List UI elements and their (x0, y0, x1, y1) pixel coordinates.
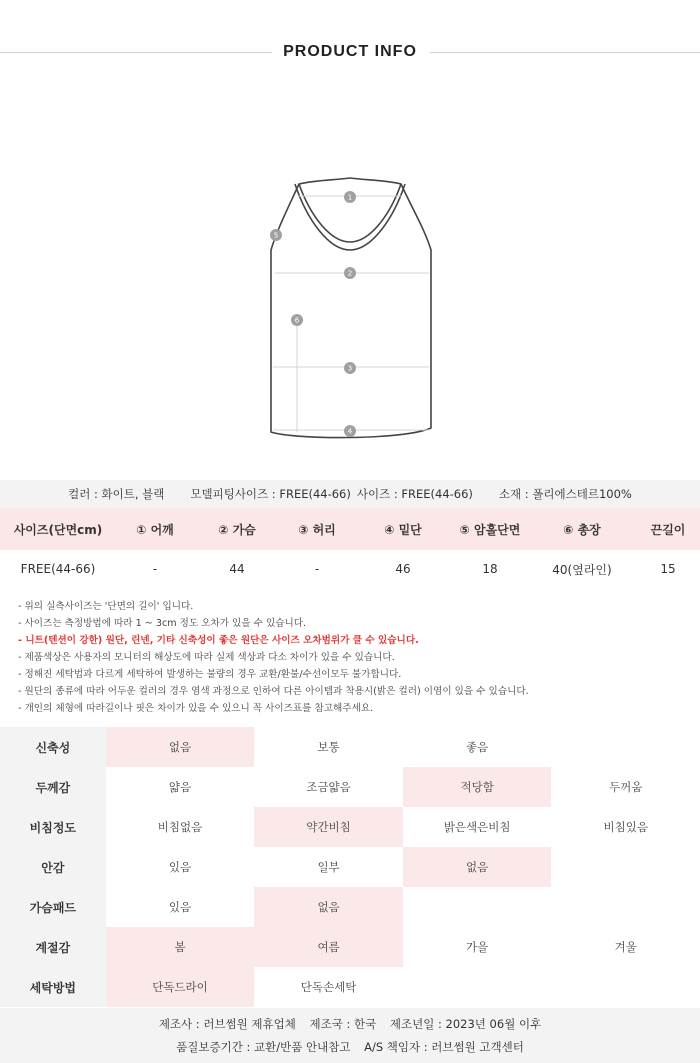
marker-4 (344, 425, 356, 437)
marker-5 (270, 229, 282, 241)
attr-option: 가을 (466, 940, 489, 954)
attr-row-chest-pad (0, 887, 700, 927)
garment-measurement-diagram (255, 170, 445, 450)
section-title: PRODUCT INFO (283, 43, 417, 60)
footer-as: A/S 책임자 : 러브썸원 고객센터 (364, 1040, 524, 1054)
footer-date: 제조년일 : 2023년 06월 이후 (389, 1017, 542, 1031)
size-cell: 40(옆라인) (552, 562, 612, 577)
attr-row-washing (0, 967, 700, 1007)
footer-country: 제조국 : 한국 (309, 1017, 377, 1031)
attr-option (551, 967, 700, 1007)
spec-summary-bar (0, 480, 700, 508)
size-table (0, 508, 700, 588)
note-line: - 개인의 체형에 따라길이나 핏은 차이가 있을 수 있으니 꼭 사이즈표를 참고해주세요. (18, 703, 374, 714)
size-cell: FREE(44-66) (20, 562, 96, 576)
attr-option (551, 887, 700, 927)
attr-option: 약간비침 (254, 807, 403, 847)
attr-option: 없음 (254, 887, 403, 927)
footer-line-1 (0, 1016, 700, 1032)
note-line: - 정해진 세탁법과 다르게 세탁하여 발생하는 불량의 경우 교환/환불/수선이모두 불가합니다. (18, 669, 402, 680)
attr-option: 없음 (106, 727, 255, 767)
attr-label: 신축성 (0, 727, 106, 767)
note-line-warning: - 니트(텐션이 강한) 원단, 린넨, 기타 신축성이 좋은 원단은 사이즈 오차범위가 클 수 있습니다. (18, 635, 419, 646)
attr-option: 일부 (317, 860, 340, 874)
product-info-header (0, 0, 700, 100)
attr-option: 겨울 (614, 940, 637, 954)
size-cell: - (152, 562, 158, 576)
svg-text:2: 2 (347, 269, 353, 278)
size-table-header (0, 508, 700, 550)
spec-size: 사이즈 : FREE(44-66) (356, 487, 473, 501)
fabric-attributes-table (0, 727, 700, 1007)
spec-color: 컬러 : 화이트, 블랙 (68, 487, 165, 501)
size-cell: 44 (229, 562, 245, 576)
attr-option: 봄 (106, 927, 255, 967)
attr-label: 비침정도 (0, 807, 106, 847)
size-header-cell: 사이즈(단면cm) (13, 522, 103, 537)
attr-option: 조금얇음 (306, 780, 351, 794)
attr-label: 두께감 (0, 767, 106, 807)
attr-option: 적당함 (403, 767, 552, 807)
marker-2 (344, 267, 356, 279)
attr-option: 두꺼움 (609, 780, 643, 794)
size-header-cell: ⑥ 총장 (563, 522, 601, 537)
spec-material: 소재 : 폴리에스테르100% (498, 487, 632, 501)
attr-label: 계절감 (0, 927, 106, 967)
attr-label: 세탁방법 (0, 967, 106, 1007)
attr-option (403, 887, 552, 927)
size-header-cell: 끈길이 (650, 522, 686, 537)
svg-text:1: 1 (347, 193, 353, 202)
svg-text:5: 5 (273, 231, 279, 240)
attr-option: 보통 (317, 740, 340, 754)
attr-option: 밝은색은비침 (443, 820, 511, 834)
marker-1 (344, 191, 356, 203)
size-cell: - (314, 562, 320, 576)
attr-option: 비침있음 (603, 820, 648, 834)
attr-option: 얇음 (168, 780, 192, 794)
footer-maker: 제조사 : 러브썸원 제휴업체 (158, 1017, 296, 1031)
size-cell: 18 (482, 562, 498, 576)
footer-line-2 (0, 1039, 700, 1055)
attr-label: 안감 (0, 847, 106, 887)
size-header-cell: ③ 허리 (298, 522, 336, 537)
sleeveless-top-illustration (255, 170, 445, 450)
svg-text:4: 4 (347, 427, 353, 436)
attr-option: 비침없음 (157, 820, 203, 834)
attr-row-sheerness (0, 807, 700, 847)
svg-text:6: 6 (294, 316, 300, 325)
svg-text:3: 3 (347, 364, 353, 373)
note-line: - 제품색상은 사용자의 모니터의 해상도에 따라 실제 색상과 다소 차이가 있을 수 있습니다. (18, 652, 395, 663)
attr-row-lining (0, 847, 700, 887)
attr-row-stretch (0, 727, 700, 767)
note-line: - 사이즈는 측정방법에 따라 1 ~ 3cm 정도 오차가 있을 수 있습니다. (18, 618, 307, 629)
size-notes (18, 598, 688, 717)
footer-warranty: 품질보증기간 : 교환/반품 안내참고 (176, 1040, 351, 1054)
attr-option: 있음 (168, 900, 192, 914)
attr-label: 가슴패드 (0, 887, 106, 927)
attr-row-thickness (0, 767, 700, 807)
size-header-cell: ① 어깨 (136, 522, 174, 537)
marker-3 (344, 362, 356, 374)
size-cell: 15 (660, 562, 676, 576)
header-divider-right (430, 52, 700, 53)
spec-model-size: 모델피팅사이즈 : FREE(44-66) (190, 487, 351, 501)
attr-option: 없음 (403, 847, 552, 887)
attr-row-season (0, 927, 700, 967)
attr-option: 여름 (254, 927, 403, 967)
size-cell: 46 (395, 562, 411, 576)
attr-option (551, 727, 700, 767)
attr-option: 좋음 (466, 740, 489, 754)
table-row (0, 550, 700, 588)
attr-option (403, 967, 552, 1007)
note-line: - 위의 실측사이즈는 '단면의 길이' 입니다. (18, 601, 194, 612)
attr-option: 단독드라이 (106, 967, 255, 1007)
note-line: - 원단의 종류에 따라 어두운 컬러의 경우 염색 과정으로 인하여 다른 아이템과 착용시(밝은 컬러) 이염이 있을 수 있습니다. (18, 686, 529, 697)
attr-option: 단독손세탁 (300, 980, 357, 994)
manufacturer-info-footer (0, 1008, 700, 1063)
attr-option (551, 847, 700, 887)
size-header-cell: ② 가슴 (218, 522, 256, 537)
size-header-cell: ⑤ 암홀단면 (459, 522, 521, 537)
attr-option: 있음 (168, 860, 192, 874)
marker-6 (291, 314, 303, 326)
size-header-cell: ④ 밑단 (384, 522, 422, 537)
